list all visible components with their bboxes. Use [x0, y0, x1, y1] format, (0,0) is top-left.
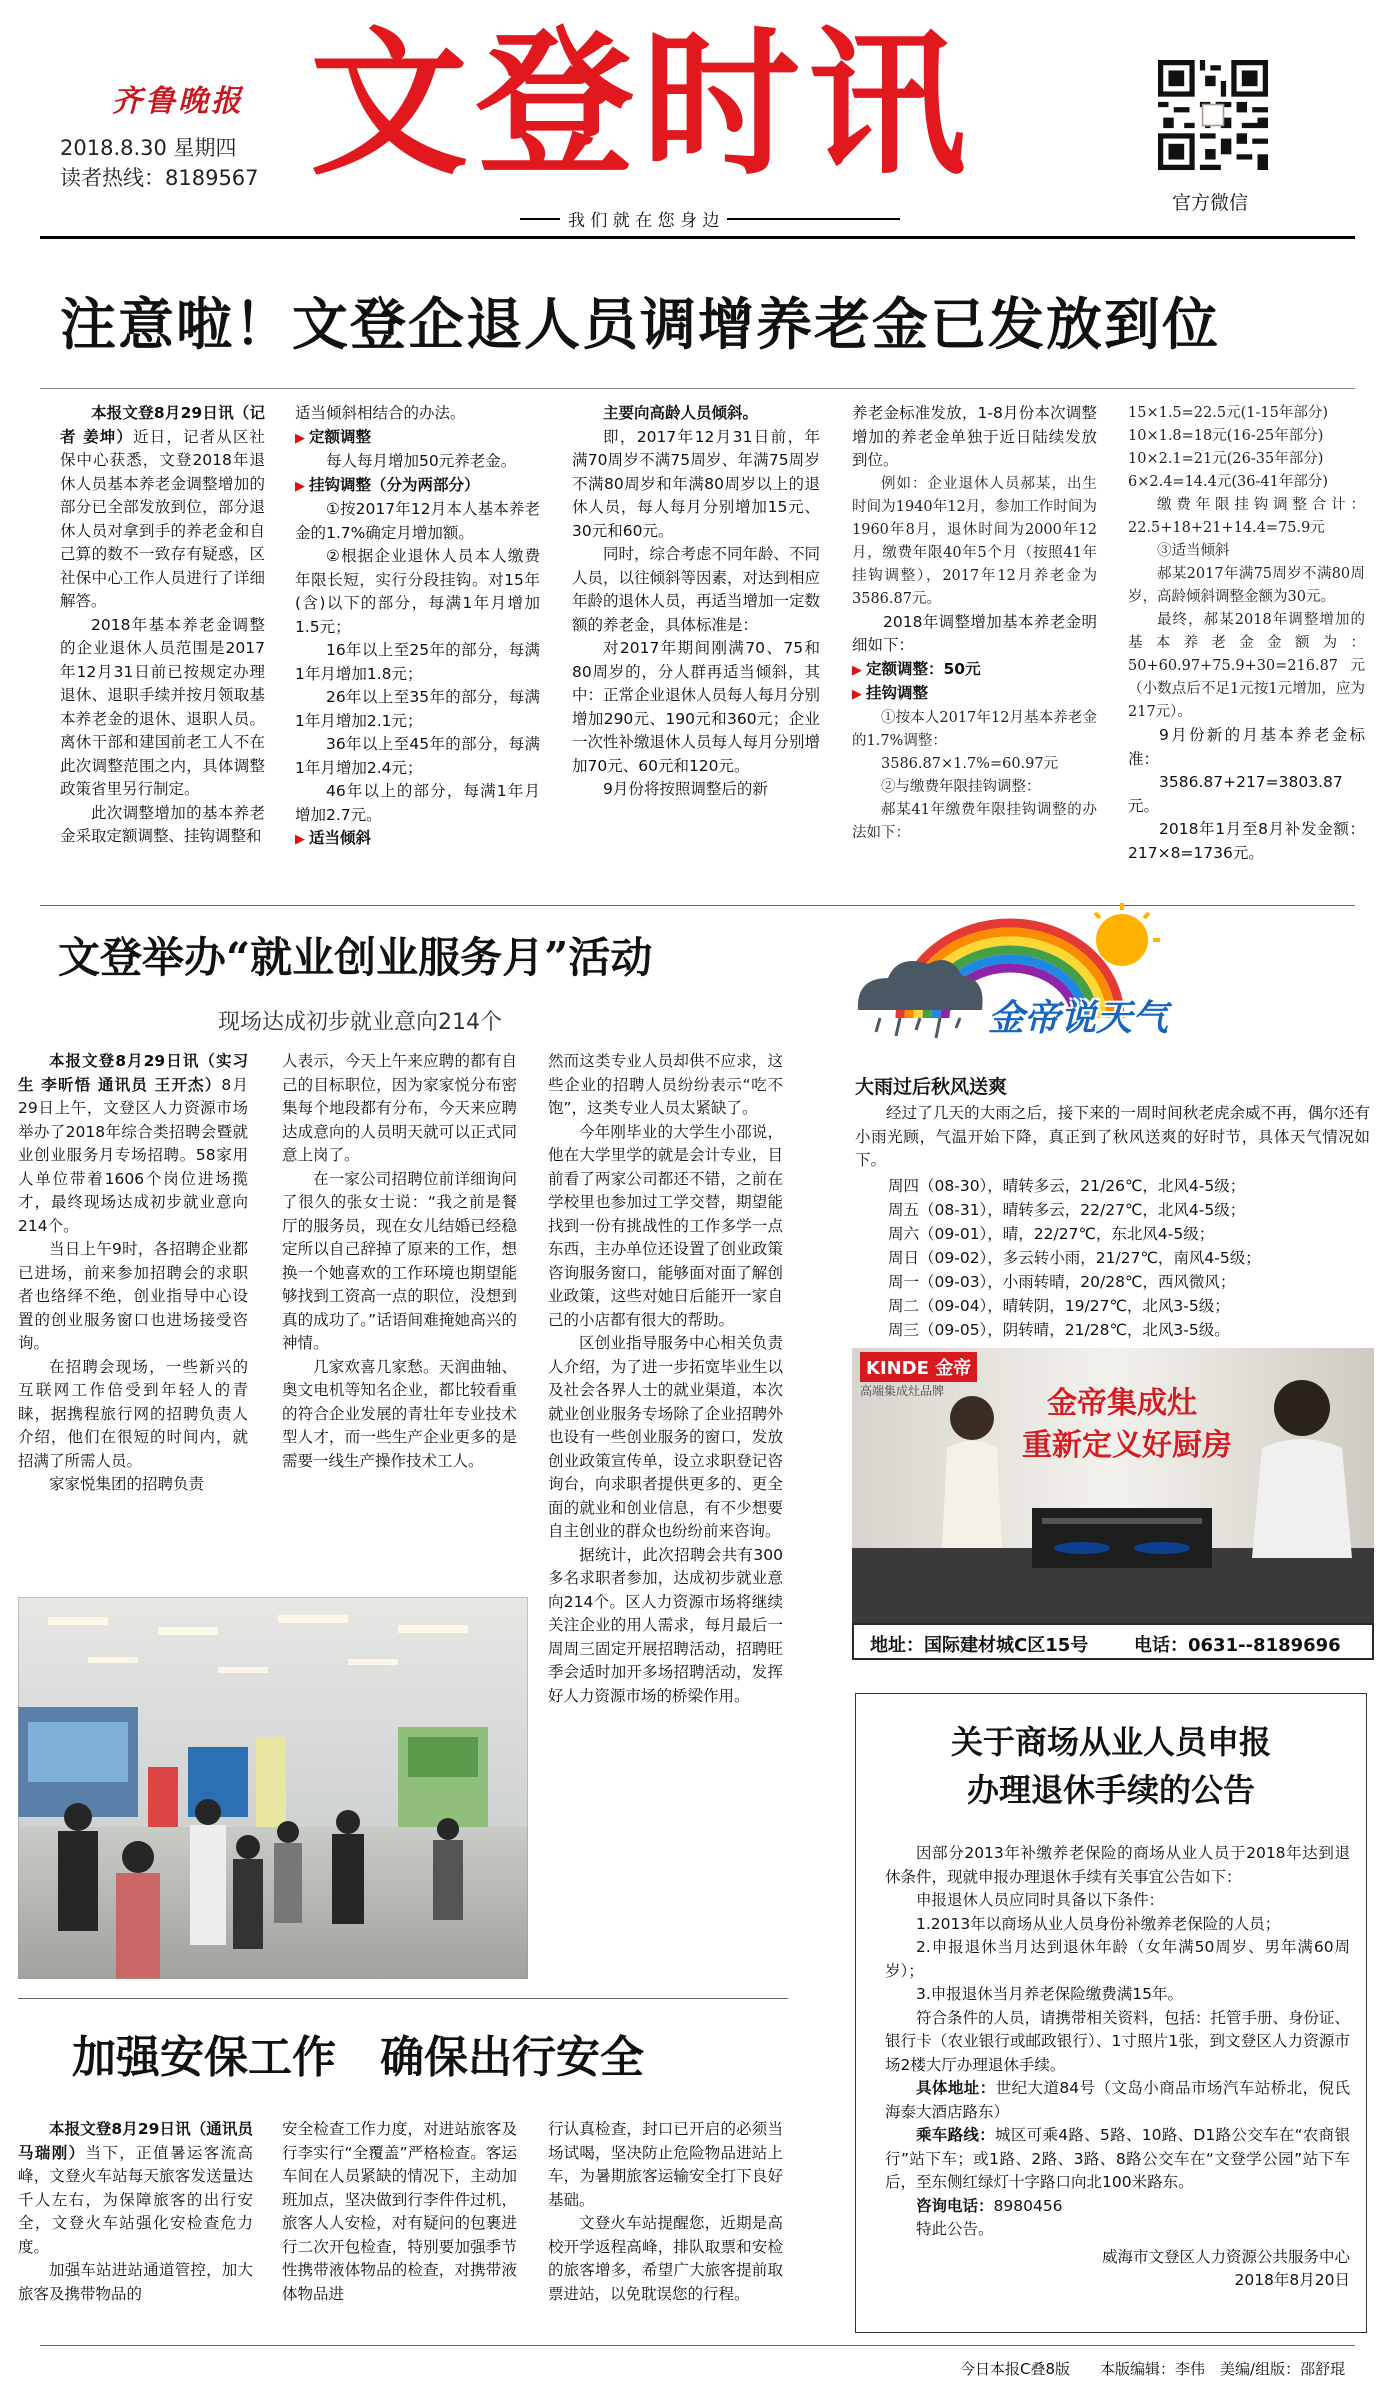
weather-body: 经过了几天的大雨之后，接下来的一周时间秋老虎余威不再，偶尔还有小雨光顾，气温开始下降，真正到了秋风送爽的好时节，具体天气情况如下。	[855, 1104, 1370, 1169]
article3-headline: 加强安保工作 确保出行安全	[72, 2032, 644, 2083]
article2-col1: 本报文登8月29日讯（实习生 李昕悟 通讯员 王开杰）8月29日上午，文登区人力资源市场举办了2018年综合类招聘会暨就业创业服务月专场招聘。58家用人单位带着1606个岗位进场揽才，最终现场达成初步就业意向214个。 当日上午9时，各招聘企业都已进场，前来参加招聘会的求职者也络绎不绝，创业指导中心设置的创业服务窗口也进场接受咨询。 在招聘会现场，一些新兴的互联网工作倍受到年轻人的青睐，据携程旅行网的招聘负责人介绍，他们在很短的时间内，就招满了所需人员。 家家悦集团的招聘负责	[18, 1052, 248, 1493]
forecast-day: 周三（09-05），阴转晴，21/28℃，北风3-5级。	[888, 1321, 1230, 1339]
job-fair-photo	[18, 1597, 528, 1979]
linked-adjust-subhead: ▶ 挂钩调整（分为两部分）	[295, 475, 480, 494]
article3-col3: 行认真检查，封口已开启的必须当场试喝，坚决防止危险物品进站上车，为暑期旅客运输安全打下良好基础。 文登火车站提醒您，近期是高校开学返程高峰，排队取票和安检的旅客增多，希望广大旅客提前取票进站，以免耽误您的行程。	[548, 2120, 783, 2303]
article2-headline: 文登举办“就业创业服务月”活动	[58, 933, 653, 982]
article3-col1: 本报文登8月29日讯（通讯员 马瑞刚）当下，正值暑运客流高峰，文登火车站每天旅客发送量达千人左右，为保障旅客的出行安全，文登火车站强化安检查危力度。 加强车站进站通道管控，加大旅客及携带物品的	[18, 2120, 253, 2303]
article1-col2: 适当倾斜相结合的办法。 ▶ 定额调整 每人每月增加50元养老金。 ▶ 挂钩调整（分为两部分） ①按2017年12月本人基本养老金的1.7%确定月增加额。 ②根据企业退休人员本人缴费年限长短，实行分段挂钩。对15年(含)以下的部分，每满1年月增加1.5元； 16年以上至25年的部分，每满1年月增加1.8元； 26年以上至35年的部分，每满1年月增加2.1元； 36年以上至45年的部分，每满1年月增加2.4元； 46年以上的部分，每满1年月增加2.7元。 ▶ 适当倾斜	[295, 402, 540, 852]
forecast-day: 周四（08-30），晴转多云，21/26℃，北风4-5级；	[888, 1177, 1246, 1195]
fixed-adjust-detail: ▶ 定额调整：50元	[852, 659, 981, 678]
notice-title-2: 办理退休手续的公告	[966, 1771, 1255, 1809]
tilt-subhead: ▶ 适当倾斜	[295, 829, 372, 847]
notice-date: 2018年8月20日	[1234, 2271, 1350, 2289]
qr-code-icon	[1158, 60, 1268, 170]
ad-brand-logo: KINDE 金帝	[860, 1352, 977, 1382]
article2-col2: 人表示，今天上午来应聘的都有自己的目标职位，因为家家悦分布密集每个地段都有分布，今天来应聘达成意向的人员明天就可以正式同意上岗了。 在一家公司招聘位前详细询问了很久的张女士说：“我之前是餐厅的服务员，现在女儿结婚已经稳定所以自己辞掉了原来的工作，想换一个她喜欢的工作环境也期望能够找到工资高一点的职位，没想到真的成功了。”话语间难掩她高兴的神情。 几家欢喜几家愁。天润曲轴、奥文电机等知名企业，都比较看重的符合企业发展的青壮年专业技术型人才，而一些生产企业更多的是需要一线生产操作技术工人。	[282, 1052, 517, 1470]
weather-forecast-list	[888, 1174, 1358, 1342]
linked-adjust-detail: ▶ 挂钩调整	[852, 684, 929, 702]
masthead	[0, 0, 1395, 240]
article2-subhead: 现场达成初步就业意向214个	[218, 1010, 502, 1035]
triangle-icon: ▶	[295, 430, 305, 446]
article1-col3-head: 主要向高龄人员倾斜。	[603, 404, 759, 422]
paper-logo: 齐鲁晚报	[112, 84, 244, 119]
notice-title-1: 关于商场从业人员申报	[950, 1723, 1271, 1761]
forecast-day: 周六（09-01），晴，22/27℃，东北风4-5级；	[888, 1225, 1215, 1243]
article1-col1	[60, 402, 265, 849]
masthead-slogan: 我 们 就 在 您 身 边	[560, 206, 727, 231]
weather-brand: 金帝说天气	[988, 998, 1169, 1039]
ad-slogan-2: 重新定义好厨房	[1022, 1428, 1232, 1463]
triangle-icon: ▶	[852, 662, 862, 678]
article1-p1: 本报文登8月29日讯（记者 姜坤）近日，记者从区社保中心获悉，文登2018年退休人员基本养老金调整增加的部分已全部发放到位，部分退休人员对拿到手的养老金和自己算的数不一致存有疑惑，区社保中心工作人员进行了详细解答。	[60, 404, 265, 610]
calc-example: 例如：企业退休人员郝某，出生时间为1940年12月，参加工作时间为1960年8月，退休时间为2000年12月，缴费年限40年5个月（按照41年挂钩调整），2017年12月养老金为3586.87元。	[852, 475, 1097, 607]
weather-title: 大雨过后秋风送爽	[855, 1076, 1008, 1098]
ad-tagline: 高端集成灶品牌	[860, 1384, 945, 1398]
triangle-icon: ▶	[295, 478, 305, 494]
article1-headline: 注意啦！文登企退人员调增养老金已发放到位	[60, 292, 1220, 358]
article2-col3: 然而这类专业人员却供不应求，这些企业的招聘人员纷纷表示“吃不饱”，这类专业人员太紧缺了。 今年刚毕业的大学生小邵说，他在大学里学的就是会计专业，目前看了两家公司都还不错，之前在学校里也参加过工学交替，期望能找到一份有挑战性的工作多学一点东西，主办单位还设置了创业政策咨询服务窗口，能够面对面了解创业政策，这些对她日后能开一家自己的小店都有很大的帮助。 区创业指导服务中心相关负责人介绍，为了进一步拓宽毕业生以及社会各界人士的就业渠道，本次就业创业服务专场除了企业招聘外也设有一些创业服务的窗口，发放创业政策宣传单，设立求职登记咨询台，向求职者提供更多的、更全面的就业和创业信息，有不少想要自主创业的群众也纷纷前来咨询。 据统计，此次招聘会共有300多名求职者参加，达成初步就业意向214个。区人力资源市场将继续关注企业的用人需求，每月最后一周周三固定开展招聘活动，招聘旺季会适时加开多场招聘活动，发挥好人力资源市场的桥梁作用。	[548, 1052, 783, 1705]
ad-slogan-1: 金帝集成灶	[1047, 1386, 1197, 1421]
article1-rule	[40, 388, 1355, 389]
forecast-day: 周五（08-31），晴转多云，22/27℃，北风4-5级；	[888, 1201, 1246, 1219]
article1-col3: 主要向高龄人员倾斜。 即，2017年12月31日前，年满70周岁不满75周岁、年满75周岁不满80周岁和年满80周岁以上的退休人员，每人每月分别增加15元、30元和60元。 同时，综合考虑不同年龄、不同人员，以往倾斜等因素，对达到相应年龄的退休人员，再适当增加一定数额的养老金，具体标准是： 对2017年期间刚满70、75和80周岁的，分人群再适当倾斜，其中：正常企业退休人员每人每月分别增加290元、190元和360元；企业一次性补缴退休人员每人每月分别增加70元、60元和120元。 9月份将按照调整后的新	[572, 404, 821, 798]
masthead-title: 文登时讯	[310, 13, 974, 197]
footer-rule	[40, 2345, 1355, 2346]
issue-date: 2018.8.30 星期四	[60, 136, 237, 160]
fixed-adjust-subhead: ▶ 定额调整	[295, 427, 372, 446]
article1-p3: 此次调整增加的基本养老金采取定额调整、挂钩调整和	[60, 803, 265, 845]
article1-p2: 2018年基本养老金调整的企业退休人员范围是2017年12月31日前已按规定办理退休、退职手续并按月领取基本养老金的退休、退职人员。离休干部和建国前老工人不在此次调整范围之内，具体调整政策省里另行制定。	[60, 615, 265, 798]
ad-contact-bar	[852, 1623, 1374, 1660]
forecast-day: 周二（09-04），晴转阴，19/27℃，北风3-5级；	[888, 1297, 1230, 1315]
article2-bottom-rule	[18, 1998, 788, 1999]
kinde-ad	[852, 1348, 1374, 1660]
triangle-icon: ▶	[295, 832, 305, 847]
qr-label: 官方微信	[1172, 192, 1249, 214]
forecast-day: 周一（09-03），小雨转晴，20/28℃，西风微风；	[888, 1273, 1236, 1291]
footer-credits: 今日本报C叠8版 本版编辑：李伟 美编/组版：邵舒琨	[960, 2360, 1346, 2378]
notice-body: 因部分2013年补缴养老保险的商场从业人员于2018年达到退休条件，现就申报办理退休手续有关事宜公告如下： 申报退休人员应同时具备以下条件： 1.2013年以商场从业人员身份补缴养老保险的人员； 2.申报退休当月达到退休年龄（女年满50周岁、男年满60周岁）； 3.申报退休当月养老保险缴费满15年。 符合条件的人员，请携带相关资料，包括：托管手册、身份证、银行卡（农业银行或邮政银行）、1寸照片1张，到文登区人力资源市场2楼大厅办理退休手续。 具体地址：世纪大道84号（文岛小商品市场汽车站桥北，倪氏海泰大酒店路东） 乘车路线：城区可乘4路、5路、10路、D1路公交车在“农商银行”站下车；或1路、2路、3路、8路公交车在“文登学公园”站下车后，至东侧红绿灯十字路口向北100米路东。 咨询电话：8980456 特此公告。 威海市文登区人力资源公共服务中心 2018年8月20日	[885, 1842, 1350, 2293]
article3-col2: 安全检查工作力度，对进站旅客及行李实行“全覆盖”严格检查。客运车间在人员紧缺的情况下，主动加班加点，坚决做到行李件件过机，旅客人人安检，对有疑问的包裹进行二次开包检查，特别要加强季节性携带液体物品的检查，对携带液体物品进	[282, 2120, 517, 2303]
reader-hotline: 读者热线：8189567	[60, 166, 259, 190]
article1-col4: 养老金标准发放，1-8月份本次调整增加的养老金单独于近日陆续发放到位。 例如：企业退休人员郝某，出生时间为1940年12月，参加工作时间为1960年8月，退休时间为2000年12月，缴费年限40年5个月（按照41年挂钩调整），2017年12月养老金为3586.87元。 2018年调整增加基本养老金明细如下： ▶ 定额调整：50元 ▶ 挂钩调整 ①按本人2017年12月基本养老金的1.7%调整： 3586.87×1.7%=60.97元 ②与缴费年限挂钩调整： 郝某41年缴费年限挂钩调整的办法如下：	[852, 404, 1097, 841]
masthead-bottom-rule	[40, 236, 1355, 239]
ad-address: 地址：国际建材城C区15号	[870, 1635, 1089, 1656]
ad-phone: 电话：0631--8189696	[1134, 1635, 1341, 1656]
triangle-icon: ▶	[852, 687, 862, 702]
article1-col5: 15×1.5=22.5元(1-15年部分) 10×1.8=18元(16-25年部分) 10×2.1=21元(26-35年部分) 6×2.4=14.4元(36-41年部分) 缴费年限挂钩调整合计：22.5+18+21+14.4=75.9元 ③适当倾斜 郝某2017年满75周岁不满80周岁，高龄倾斜调整金额为30元。 最终，郝某2018年调整增加的基本养老金金额为：50+60.97+75.9+30=216.87元（小数点后不足1元按1元增加，应为217元）。 9月份新的月基本养老金标准： 3586.87+217=3803.87元。 2018年1月至8月补发金额：217×8=1736元。	[1128, 405, 1365, 862]
forecast-day: 周日（09-02），多云转小雨，21/27℃，南风4-5级；	[888, 1249, 1261, 1267]
notice-org: 威海市文登区人力资源公共服务中心	[1101, 2247, 1350, 2266]
